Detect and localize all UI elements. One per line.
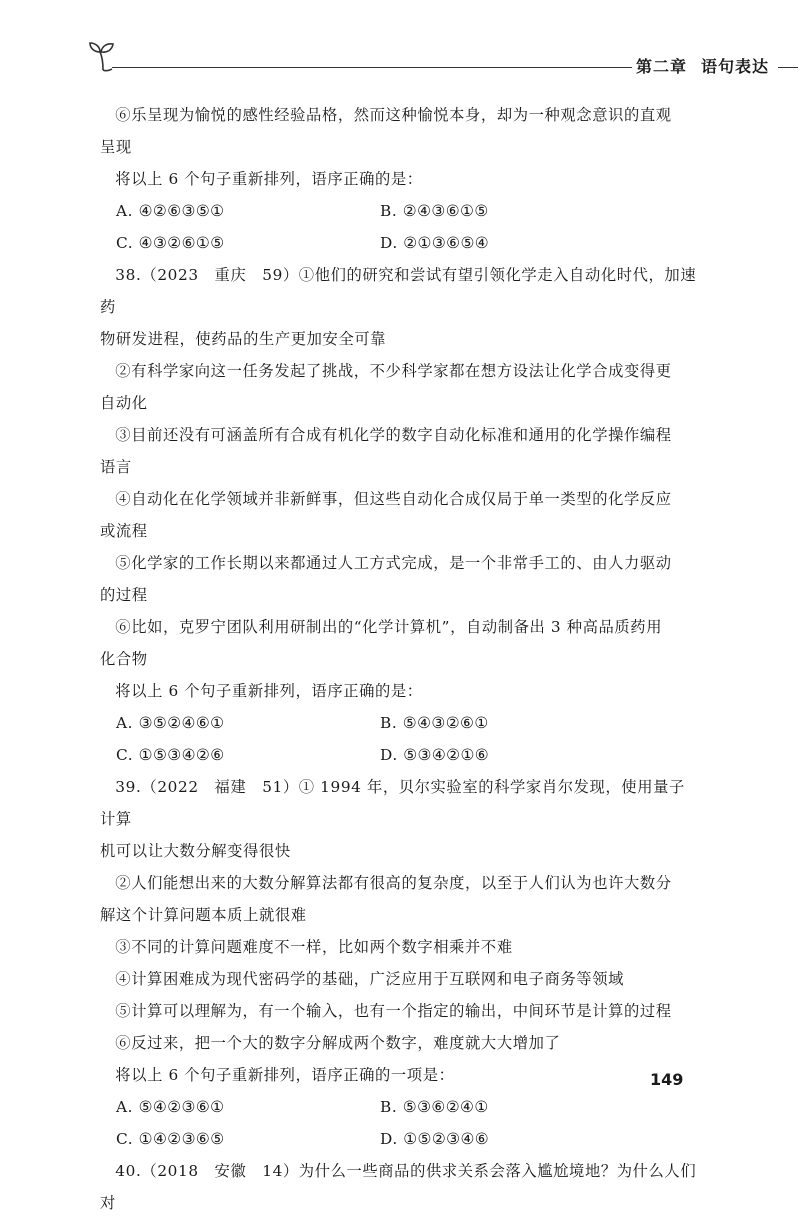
q39-sentence-2: ②人们能想出来的大数分解算法都有很高的复杂度，以至于人们认为也许大数分 [115,874,672,892]
q39-sentence-4: ④计算困难成为现代密码学的基础，广泛应用于互联网和电子商务等领域 [115,970,624,988]
q39-sentence-5: ⑤计算可以理解为，有一个输入，也有一个指定的输出，中间环节是计算的过程 [115,1002,672,1020]
q38-sentence-6: ⑥比如，克罗宁团队利用研制出的“化学计算机”，自动制备出 3 种高品质药用 [115,618,663,636]
page-content [100,99,700,1219]
q38-sentence-5-cont: 的过程 [100,586,148,604]
q38-sentence-3-cont: 语言 [100,458,132,476]
q37-options-row1 [100,195,700,227]
q39-option-a: A. ⑤④②③⑥① [116,1098,225,1116]
q39-option-d: D. ①⑤②③④⑥ [380,1130,490,1148]
q38-sentence-3: ③目前还没有可涵盖所有合成有机化学的数字自动化标准和通用的化学操作编程 [115,426,672,444]
q38-sentence-6-cont: 化合物 [100,650,148,668]
q38-option-a: A. ③⑤②④⑥① [116,714,225,732]
q38-heading-cont: 物研发进程，使药品的生产更加安全可靠 [100,330,387,348]
page-number: 149 [650,1070,684,1089]
page-header [88,40,770,80]
q38-options-row1 [100,707,700,739]
q39-sentence-3: ③不同的计算问题难度不一样，比如两个数字相乘并不难 [115,938,513,956]
q38-sentence-4-cont: 或流程 [100,522,148,540]
q37-option-c: C. ④③②⑥①⑤ [116,234,225,252]
q37-option-a: A. ④②⑥③⑤① [116,202,225,220]
q38-option-d: D. ⑤③④②①⑥ [380,746,490,764]
q38-sentence-5: ⑤化学家的工作长期以来都通过人工方式完成，是一个非常手工的、由人力驱动 [115,554,672,572]
q37-prompt: 将以上 6 个句子重新排列，语序正确的是： [115,170,423,188]
q39-option-b: B. ⑤③⑥②④① [380,1098,489,1116]
q39-heading-cont: 机可以让大数分解变得很快 [100,842,291,860]
q37-sentence-6-cont: 呈现 [100,138,132,156]
q37-option-d: D. ②①③⑥⑤④ [380,234,490,252]
q38-sentence-2-cont: 自动化 [100,394,148,412]
q38-sentence-2: ②有科学家向这一任务发起了挑战，不少科学家都在想方设法让化学合成变得更 [115,362,672,380]
header-rule-left [112,67,632,68]
q39-options-row2 [100,1123,700,1155]
q38-option-b: B. ⑤④③②⑥① [380,714,489,732]
q38-sentence-4: ④自动化在化学领域并非新鲜事，但这些自动化合成仅局于单一类型的化学反应 [115,490,672,508]
chapter-number: 第二章 [636,57,688,76]
q38-heading: 38.（2023 重庆 59）①他们的研究和尝试有望引领化学走入自动化时代，加速药 [100,266,697,316]
header-rule-right [778,67,798,68]
q39-sentence-2-cont: 解这个计算问题本质上就很难 [100,906,307,924]
q38-options-row2 [100,739,700,771]
q40-heading: 40.（2018 安徽 14）为什么一些商品的供求关系会落入尴尬境地？为什么人们对 [100,1162,697,1212]
q39-heading: 39.（2022 福建 51）① 1994 年，贝尔实验室的科学家肖尔发现，使用量子计算 [100,778,685,828]
q38-option-c: C. ①⑤③④②⑥ [116,746,225,764]
sprout-icon [88,40,118,74]
q37-sentence-6: ⑥乐呈现为愉悦的感性经验品格，然而这种愉悦本身，却为一种观念意识的直观 [115,106,672,124]
q39-options-row1 [100,1091,700,1123]
chapter-section: 语句表达 [701,57,770,76]
q39-sentence-6: ⑥反过来，把一个大的数字分解成两个数字，难度就大大增加了 [115,1034,561,1052]
q39-prompt: 将以上 6 个句子重新排列，语序正确的一项是： [115,1066,455,1084]
q39-option-c: C. ①④②③⑥⑤ [116,1130,225,1148]
q38-prompt: 将以上 6 个句子重新排列，语序正确的是： [115,682,423,700]
q37-options-row2 [100,227,700,259]
q37-option-b: B. ②④③⑥①⑤ [380,202,489,220]
chapter-heading [636,54,783,77]
